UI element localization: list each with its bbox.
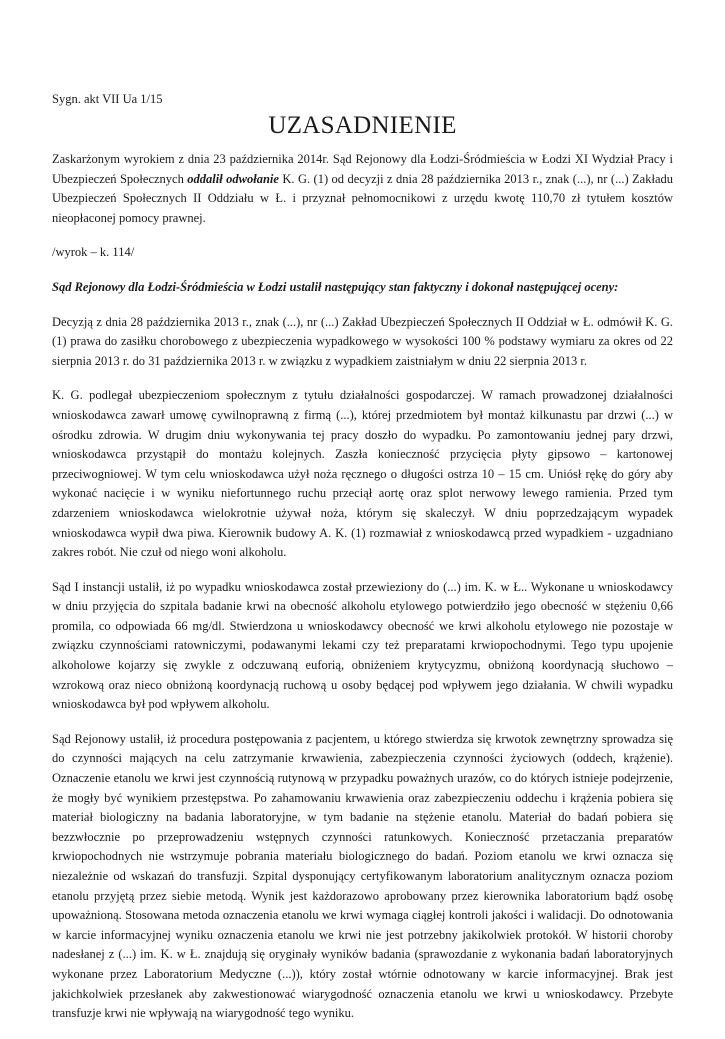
paragraph-hospital: Sąd I instancji ustalił, iż po wypadku wnioskodawca został przewieziony do (...) im. K. w Ł.. Wykonane u wnioskodawcy w dniu przyjęcia do szpitala badanie krwi na obecność alkoholu etylowego potwierdziło jego obecność w stężeniu 0,66 promila, co odpowiada 66 mg/dl. Stwierdzona u wnioskodawcy obecność we krwi alkoholu etylowego nie pozostaje w związku czynnościami ratowniczymi, podawanymi lekami czy też preparatami krwiopochodnymi. Tego typu upojenie alkoholowe kojarzy się zwykle z odczuwaną euforią, obniżeniem krytycyzmu, obniżoną koordynacją słuchowo – wzrokową oraz nieco obniżoną koordynacją ruchową u osoby będącej pod wpływem jego działania. W chwili wypadku wnioskodawca był pod wpływem alkoholu.: [52, 579, 673, 712]
document-title: UZASADNIENIE: [268, 112, 457, 139]
paragraph-judgment-start: Zaskarżonym wyrokiem z dnia 23 października 2014r. Sąd Rejonowy dla Łodzi-Śródmieścia w Łodzi XI Wydział Pracy i Ubezpieczeń Społecznych: [52, 152, 673, 186]
paragraph-judgment-end: K. G. (1) od decyzji z dnia 28 października 2013 r., znak (...), nr (...) Zakładu Ubezpieczeń Społecznych II Oddziału w Ł. i przyznał pełnomocnikowi z urzędu kwotę 110,70 zł tytułem kosztów nieopłaconej pomocy prawnej.: [52, 171, 673, 225]
reference-note: /wyrok – k. 114/: [52, 245, 135, 260]
case-signature: Sygn. akt VII Ua 1/15: [52, 92, 163, 106]
paragraph-decision: Decyzją z dnia 28 października 2013 r., znak (...), nr (...) Zakład Ubezpieczeń Społecznych II Oddział w Ł. odmówił K. G. (1) prawa do zasiłku chorobowego z ubezpieczenia wypadkowego w wysokości 100 % podstawy wymiaru za okres od 22 sierpnia 2013 r. do 31 października 2013 r. w związku z wypadkiem zaistniałym w dniu 22 sierpnia 2013 r.: [52, 314, 673, 368]
paragraph-judgment: [52, 150, 673, 228]
judgment-emphasis: oddalił odwołanie: [187, 171, 279, 186]
document-body: [52, 150, 673, 1039]
section-heading: Sąd Rejonowy dla Łodzi-Śródmieścia w Łodzi ustalił następujący stan faktyczny i dokonał następującej oceny:: [52, 279, 619, 294]
paragraph-facts: K. G. podlegał ubezpieczeniom społecznym z tytułu działalności gospodarczej. W ramach prowadzonej działalności wnioskodawca zawarł umowę cywilnoprawną z firmą (...), której przedmiotem był montaż kilkunastu par drzwi (...) w ośrodku zdrowia. W drugim dniu wykonywania tej pracy doszło do wypadku. Po zamontowaniu jednej pary drzwi, wnioskodawca przystąpił do montażu kolejnych. Zaszła konieczność przycięcia płyty gipsowo – kartonowej przeciwogniowej. W tym celu wnioskodawca użył noża ręcznego o długości ostrza 10 – 15 cm. Uniósł rękę do góry aby wykonać nacięcie i w wyniku niefortunnego ruchu przeciął aortę oraz splot nerwowy lewego ramienia. Przed tym zdarzeniem wnioskodawca wielokrotnie używał noża, którym się skaleczył. W dniu poprzedzającym wypadek wnioskodawca wypił dwa piwa. Kierownik budowy A. K. (1) rozmawiał z wnioskodawcą przed wypadkiem - uzgadniano zakres robót. Nie czuł od niego woni alkoholu.: [52, 388, 673, 560]
paragraph-procedure: Sąd Rejonowy ustalił, iż procedura postępowania z pacjentem, u którego stwierdza się krwotok zewnętrzny sprowadza się do czynności mających na celu zatrzymanie krwawienia, zabezpieczenia czynności życiowych (oddech, krążenie). Oznaczenie etanolu we krwi jest czynnością rutynową w przypadku poważnych urazów, co do których istnieje podejrzenie, że mogły być wynikiem przestępstwa. Po zahamowaniu krwawienia oraz zabezpieczeniu oddechu i krążenia pobiera się materiał biologiczny na badania laboratoryjne, w tym badanie na stężenie etanolu. Materiał do badań pobiera się bezzwłocznie po przeprowadzeniu wstępnych czynności ratunkowych. Konieczność przetaczania preparatów krwiopochodnych nie wstrzymuje pobrania materiału biologicznego do badań. Poziom etanolu we krwi oznacza się niezależnie od wskazań do transfuzji. Szpital dysponujący certyfikowanym laboratorium analitycznym oznacza poziom etanolu przyjętą przez siebie metodą. Wynik jest każdorazowo aprobowany przez kierownika laboratorium bądź osobę upoważnioną. Stosowana metoda oznaczenia etanolu we krwi wymaga ciągłej kontroli jakości i walidacji. Do odnotowania w karcie informacyjnej wyniku oznaczenia etanolu we krwi nie jest potrzebny jakikolwiek protokół. W historii choroby nadesłanej z (...) im. K. w Ł. znajdują się oryginały wyników badania (sprawozdanie z wykonania badań laboratoryjnych wykonane przez Laboratorium Medyczne (...)), który został wtórnie odnotowany w karcie informacyjnej. Brak jest jakichkolwiek przesłanek aby zakwestionować wiarygodność oznaczenia etanolu we krwi u wnioskodawcy. Przebyte transfuzje krwi nie wpływają na wiarygodność tego wyniku.: [52, 731, 673, 1021]
